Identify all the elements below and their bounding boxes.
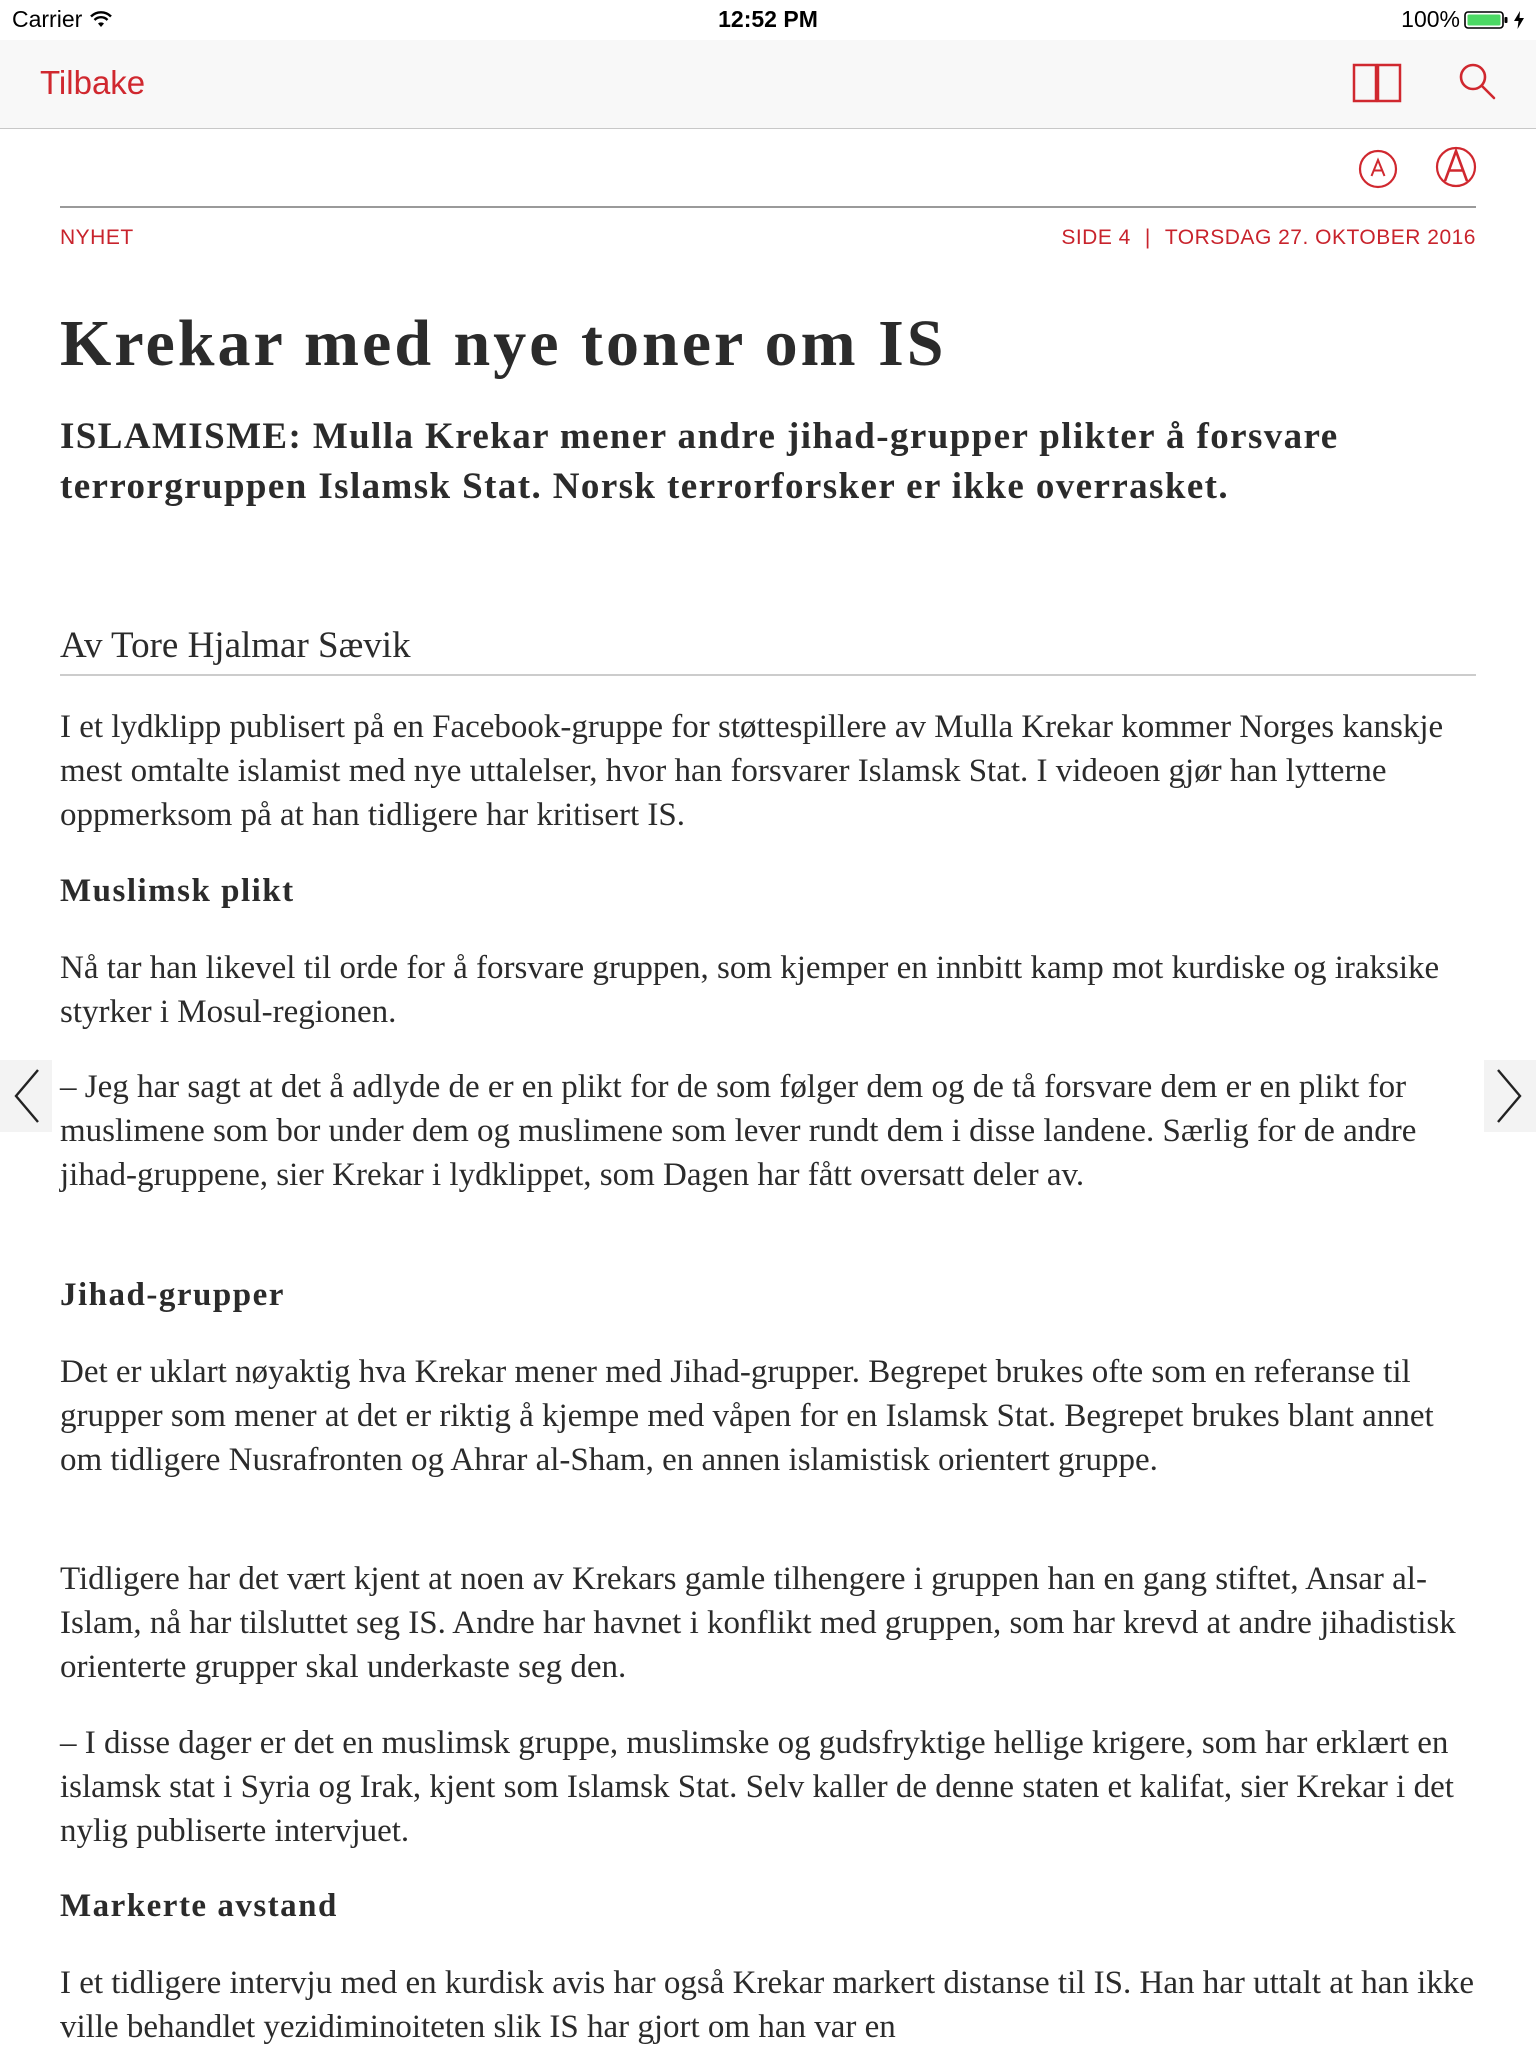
paragraph: Det er uklart nøyaktig hva Krekar mener med Jihad-grupper. Begrepet brukes ofte som en referanse til grupper som mener at det er riktig å kjempe med våpen for en Islamsk Stat. Begrepet brukes blant annet om tidligere Nusrafronten og Ahrar al-Sham, en annen islamistisk orientert gruppe.: [60, 1354, 1434, 1478]
navigation-bar: [0, 40, 1536, 129]
chevron-right-icon: [1494, 1066, 1526, 1126]
status-bar: [0, 0, 1536, 40]
paragraph: Tidligere har det vært kjent at noen av Krekars gamle tilhengere i gruppen han en gang stiftet, Ansar al-Islam, nå har tilsluttet seg IS. Andre har havnet i konflikt med gruppen, som har krevd at andre jihadistisk orienterte grupper skal underkaste seg den.: [60, 1561, 1456, 1685]
page-info: [1061, 226, 1476, 250]
decrease-font-button[interactable]: [1357, 148, 1399, 195]
paragraph: I et tidligere intervju med en kurdisk avis har også Krekar markert distanse til IS. Han har uttalt at han ikke ville behandlet yezidiminoiteten slik IS har gjort om han var en: [60, 1965, 1474, 2045]
paragraph: Nå tar han likevel til orde for å forsvare gruppen, som kjemper en innbitt kamp mot kurdiske og iraksike styrker i Mosul-regionen.: [60, 950, 1440, 1030]
charging-bolt-icon: [1514, 11, 1524, 29]
search-button[interactable]: [1458, 62, 1498, 107]
article-byline: Av Tore Hjalmar Sævik: [60, 624, 1476, 676]
next-page-button[interactable]: [1484, 1060, 1536, 1132]
divider: [60, 206, 1476, 208]
page-number: SIDE 4: [1061, 226, 1131, 249]
carrier-label: Carrier: [12, 6, 83, 32]
paragraph: – Jeg har sagt at det å adlyde de er en plikt for de som følger dem og de tå forsvare dem er en plikt for muslimene som bor under dem og muslimene som lever rundt dem i disse landene. Særlig for de andre jihad-gruppene, sier Krekar i lydklippet, som Dagen har fått oversatt deler av.: [60, 1069, 1417, 1193]
clock: 12:52 PM: [718, 6, 818, 32]
chevron-left-icon: [10, 1066, 42, 1126]
spread-view-button[interactable]: [1352, 62, 1402, 109]
book-spread-icon: [1352, 62, 1402, 104]
increase-font-button[interactable]: [1434, 145, 1478, 194]
back-button[interactable]: Tilbake: [40, 64, 146, 101]
article-headline: Krekar med nye toner om IS: [60, 307, 947, 380]
subheading: Markerte avstand: [60, 1888, 338, 1924]
battery-icon: [1464, 10, 1510, 30]
search-icon: [1458, 62, 1498, 102]
paragraph: – I disse dager er det en muslimsk gruppe, muslimske og gudsfryktige hellige krigere, som har erklært en islamsk stat i Syria og Irak, kjent som Islamsk Stat. Selv kaller de denne staten et kalifat, sier Krekar i det nylig publiserte intervjuet.: [60, 1725, 1454, 1849]
meta-separator: |: [1144, 226, 1151, 249]
subheading: Jihad-grupper: [60, 1277, 285, 1313]
paragraph: I et lydklipp publisert på en Facebook-gruppe for støttespillere av Mulla Krekar kommer Norges kanskje mest omtalte islamist med nye uttalelser, hvor han forsvarer Islamsk Stat. I videoen gjør han lytterne oppmerksom på at han tidligere har kritisert IS.: [60, 709, 1444, 833]
subheading: Muslimsk plikt: [60, 873, 295, 909]
font-size-large-icon: [1434, 145, 1478, 189]
battery-percent: 100%: [1401, 6, 1460, 32]
font-size-small-icon: [1357, 148, 1399, 190]
previous-page-button[interactable]: [0, 1060, 52, 1132]
section-label: NYHET: [60, 226, 134, 249]
issue-date: TORSDAG 27. OKTOBER 2016: [1164, 226, 1476, 249]
article-lead: ISLAMISME: Mulla Krekar mener andre jihad-grupper plikter å forsvare terrorgruppen Islamsk Stat. Norsk terrorforsker er ikke overrasket.: [60, 416, 1339, 507]
